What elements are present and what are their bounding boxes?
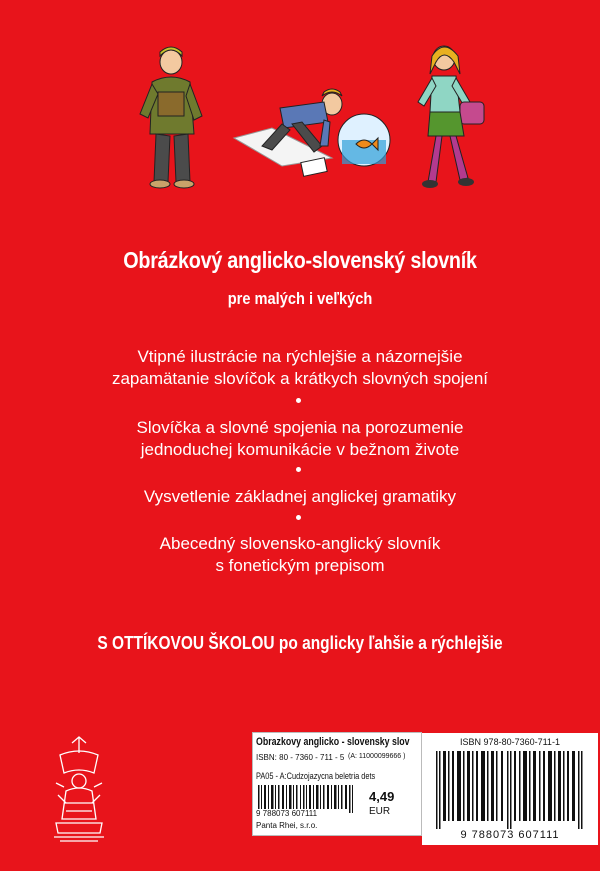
feature-line: s fonetickým prepisom (215, 556, 385, 575)
crawling-boy-fishbowl-illustration (232, 88, 402, 188)
boy-standing-illustration (138, 44, 208, 189)
feature-dictionary (0, 533, 600, 577)
publisher-logo (52, 733, 106, 845)
feature-line: Abecedný slovensko-anglický slovník (159, 534, 441, 553)
bullet-dot (296, 515, 301, 520)
sticker-price: 4,49 (369, 789, 395, 804)
price-sticker (252, 732, 422, 836)
isbn-text: ISBN 978-80-7360-711-1 (460, 737, 560, 747)
bullet-dot (296, 398, 301, 403)
feature-line: Vtipné ilustrácie na rýchlejšie a názornejšie (137, 347, 463, 366)
sticker-title: Obrazkovy anglicko - slovensky slov (256, 736, 410, 748)
sticker-barcode-digits: 9 788073 607111 (256, 809, 318, 818)
isbn-barcode (432, 751, 590, 829)
feature-vocabulary (0, 417, 600, 461)
feature-line: zapamätanie slovíčok a krátkych slovných spojení (111, 369, 489, 388)
sticker-isbn: ISBN: 80 - 7360 - 711 - 5 (256, 753, 345, 762)
slogan (42, 633, 558, 654)
sticker-category: PA05 - A:Cudzojazycna beletria dets (256, 771, 376, 781)
bullet-dot (296, 467, 301, 472)
feature-illustrations (0, 346, 600, 390)
isbn-barcode-label (422, 733, 598, 845)
book-subtitle: pre malých i veľkých (227, 289, 373, 308)
book-title: Obrázkový anglicko-slovenský slovník (123, 247, 477, 273)
slogan-rest: po anglicky ľahšie a rýchlejšie (274, 633, 503, 653)
sticker-code: (A: 11000099666 ) (348, 753, 406, 760)
girl-walking-illustration (408, 40, 490, 190)
feature-grammar (0, 486, 600, 508)
feature-line: jednoduchej komunikácie v bežnom živote (140, 440, 460, 459)
sticker-seller: Panta Rhei, s.r.o. (256, 821, 318, 830)
sticker-currency: EUR (369, 806, 391, 817)
feature-line: Vysvetlenie základnej anglickej gramatiky (143, 487, 457, 506)
feature-line: Slovíčka a slovné spojenia na porozumenie (136, 418, 464, 437)
isbn-barcode-digits: 9 788073 607111 (460, 829, 560, 841)
slogan-bold: S OTTÍKOVOU ŠKOLOU (97, 633, 275, 653)
